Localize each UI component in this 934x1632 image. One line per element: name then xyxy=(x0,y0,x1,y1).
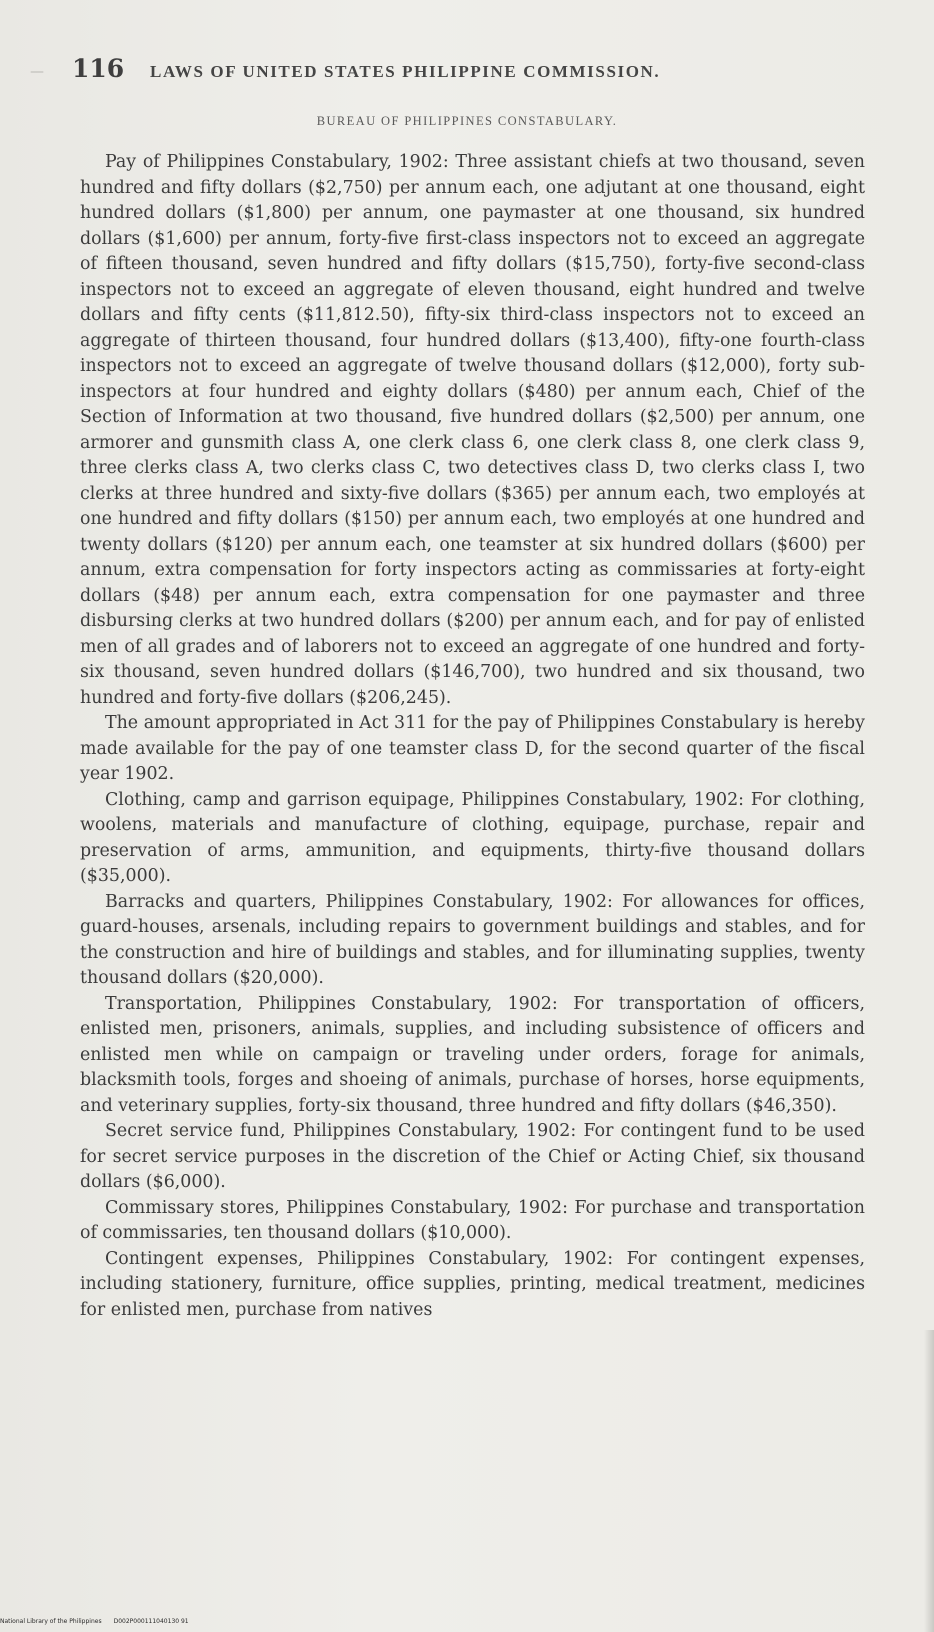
footer-source: National Library of the Philippines xyxy=(0,1618,102,1625)
page-header xyxy=(72,54,862,83)
paragraph-teamster: The amount appropriated in Act 311 for the pay of Philippines Constabulary is hereby made available for the pay of one teamster class D, for the second quarter of the fiscal year 1902. xyxy=(80,713,865,784)
paragraph-secret-service: Secret service fund, Philippines Constabulary, 1902: For contingent fund to be used for secret service purposes in the discretion of the Chief or Acting Chief, six thousand dollars ($6,000). xyxy=(80,1121,865,1192)
paragraph-transportation: Transportation, Philippines Constabulary, 1902: For transportation of officers, enlisted men, prisoners, animals, supplies, and including subsistence of officers and enlisted men while on campaign or traveling under orders, forage for animals, blacksmith tools, forges and shoeing of animals, purchase of horses, horse equipments, and veterinary supplies, forty-six thousand, three hundred and fifty dollars ($46,350). xyxy=(80,993,865,1116)
running-title: LAWS OF UNITED STATES PHILIPPINE COMMISSION. xyxy=(150,62,661,81)
footer-code: D002P000111040130 91 xyxy=(113,1618,189,1625)
section-heading: BUREAU OF PHILIPPINES CONSTABULARY. xyxy=(316,114,618,128)
paragraph-clothing: Clothing, camp and garrison equipage, Philippines Constabulary, 1902: For clothing, woolens, materials and manufacture of clothing, equipage, purchase, repair and preservation of arms, ammunition, and equipments, thirty-five thousand dollars ($35,000). xyxy=(80,789,865,886)
margin-mark: — xyxy=(30,64,44,80)
body-text xyxy=(80,150,865,1323)
paragraph-pay: Pay of Philippines Constabulary, 1902: Three assistant chiefs at two thousand, seven hundred and fifty dollars ($2,750) per annum each, one adjutant at one thousand, eight hundred dollars ($1,800) per annum, one paymaster at one thousand, six hundred dollars ($1,600) per annum, forty-five first-class inspectors not to exceed an aggregate of fifteen thousand, seven hundred and fifty dollars ($15,750), forty-five second-class inspectors not to exceed an aggregate of eleven thousand, eight hundred and twelve dollars and fifty cents ($11,812.50), fifty-six third-class inspectors not to exceed an aggregate of thirteen thousand, four hundred dollars ($13,400), fifty-one fourth-class inspectors not to exceed an aggregate of twelve thousand dollars ($12,000), forty sub-inspectors at four hundred and eighty dollars ($480) per annum each, Chief of the Section of Information at two thousand, five hundred dollars ($2,500) per annum, one armorer and gunsmith class A, one clerk class 6, one clerk class 8, one clerk class 9, three clerks class A, two clerks class C, two detectives class D, two clerks class I, two clerks at three hundred and sixty-five dollars ($365) per annum each, two employés at one hundred and fifty dollars ($150) per annum each, two employés at one hundred and twenty dollars ($120) per annum each, one teamster at six hundred dollars ($600) per annum, extra compensation for forty inspectors acting as commissaries at forty-eight dollars ($48) per annum each, extra compensation for one paymaster and three disbursing clerks at two hundred dollars ($200) per annum each, and for pay of enlisted men of all grades and of laborers not to exceed an aggregate of one hundred and forty-six thousand, seven hundred dollars ($146,700), two hundred and six thousand, two hundred and forty-five dollars ($206,245). xyxy=(80,152,865,708)
paragraph-barracks: Barracks and quarters, Philippines Constabulary, 1902: For allowances for offices, guard-houses, arsenals, including repairs to government buildings and stables, and for the construction and hire of buildings and stables, and for illuminating supplies, twenty thousand dollars ($20,000). xyxy=(80,891,865,988)
page-number: 116 xyxy=(72,54,125,83)
page-edge-shadow xyxy=(924,1330,934,1632)
scan-footer xyxy=(0,1618,189,1625)
paragraph-commissary: Commissary stores, Philippines Constabulary, 1902: For purchase and transportation of commissaries, ten thousand dollars ($10,000). xyxy=(80,1197,865,1243)
paragraph-contingent: Contingent expenses, Philippines Constabulary, 1902: For contingent expenses, including stationery, furniture, office supplies, printing, medical treatment, medicines for enlisted men, purchase from natives xyxy=(80,1248,865,1320)
